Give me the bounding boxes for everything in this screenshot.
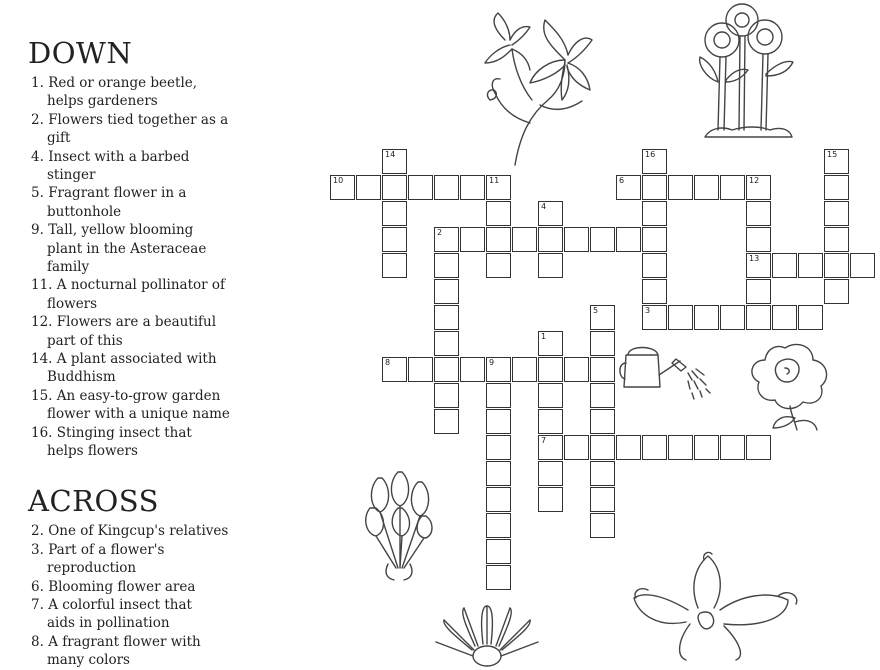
cell-number: 4: [541, 202, 547, 211]
clue-text: An easy-to-grow garden: [56, 387, 221, 404]
grid-cell[interactable]: [538, 253, 563, 278]
clue-number: 1.: [31, 74, 44, 91]
clue-text: One of Kingcup's relatives: [48, 523, 229, 540]
clue-number: 5.: [31, 185, 44, 202]
grid-cell[interactable]: [512, 227, 537, 252]
grid-cell[interactable]: [772, 253, 797, 278]
grid-cell[interactable]: [460, 175, 485, 200]
grid-cell[interactable]: [824, 253, 849, 278]
grid-cell[interactable]: [642, 253, 667, 278]
clue-text-continued: family: [47, 258, 90, 275]
grid-cell[interactable]: [460, 357, 485, 382]
clue-text: A nocturnal pollinator of: [56, 277, 226, 294]
grid-cell[interactable]: [720, 305, 745, 330]
clue-text-continued: helps flowers: [47, 443, 138, 460]
clue-number: 16.: [31, 424, 53, 441]
grid-cell[interactable]: [486, 461, 511, 486]
grid-cell[interactable]: [668, 305, 693, 330]
grid-cell[interactable]: [798, 305, 823, 330]
grid-cell[interactable]: [486, 487, 511, 512]
grid-cell[interactable]: [486, 175, 511, 200]
grid-cell[interactable]: [486, 539, 511, 564]
grid-cell[interactable]: [746, 435, 771, 460]
clue-text: Blooming flower area: [48, 578, 196, 595]
grid-cell[interactable]: [616, 435, 641, 460]
sunflowers-icon: [690, 2, 800, 142]
clue-text-continued: reproduction: [47, 560, 137, 577]
clue-number: 2.: [31, 111, 44, 128]
rose-icon: [735, 338, 835, 433]
grid-cell[interactable]: [382, 253, 407, 278]
grid-cell[interactable]: [382, 357, 407, 382]
grid-cell[interactable]: [408, 357, 433, 382]
grid-cell[interactable]: [642, 175, 667, 200]
grid-cell[interactable]: [460, 227, 485, 252]
daisy-icon: [430, 598, 545, 660]
grid-cell[interactable]: [746, 279, 771, 304]
grid-cell[interactable]: [512, 357, 537, 382]
grid-cell[interactable]: [746, 201, 771, 226]
grid-cell[interactable]: [538, 201, 563, 226]
grid-cell[interactable]: [746, 253, 771, 278]
grid-cell[interactable]: [434, 383, 459, 408]
cell-number: 10: [333, 176, 344, 185]
grid-cell[interactable]: [330, 175, 355, 200]
grid-cell[interactable]: [434, 279, 459, 304]
grid-cell[interactable]: [434, 253, 459, 278]
grid-cell[interactable]: [668, 435, 693, 460]
clue-text-continued: helps gardeners: [47, 93, 158, 110]
clue-text-continued: flowers: [47, 295, 98, 312]
clue-text: Flowers are a beautiful: [56, 314, 217, 331]
clue-number: 3.: [31, 541, 44, 558]
grid-cell[interactable]: [538, 357, 563, 382]
grid-cell[interactable]: [382, 227, 407, 252]
clue-number: 6.: [31, 578, 44, 595]
grid-cell[interactable]: [590, 409, 615, 434]
clue-number: 9.: [31, 222, 44, 239]
grid-cell[interactable]: [720, 175, 745, 200]
clue-text-continued: many colors: [47, 652, 130, 669]
clue-text: Tall, yellow blooming: [48, 222, 194, 239]
grid-cell[interactable]: [798, 253, 823, 278]
grid-cell[interactable]: [356, 175, 381, 200]
grid-cell[interactable]: [590, 461, 615, 486]
grid-cell[interactable]: [564, 435, 589, 460]
grid-cell[interactable]: [538, 487, 563, 512]
grid-cell[interactable]: [486, 253, 511, 278]
cell-number: 12: [749, 176, 760, 185]
grid-cell[interactable]: [772, 305, 797, 330]
grid-cell[interactable]: [382, 175, 407, 200]
grid-cell[interactable]: [538, 409, 563, 434]
grid-cell[interactable]: [382, 149, 407, 174]
grid-cell[interactable]: [486, 383, 511, 408]
cell-number: 6: [619, 176, 625, 185]
grid-cell[interactable]: [538, 383, 563, 408]
across-heading: ACROSS: [28, 484, 159, 519]
grid-cell[interactable]: [382, 201, 407, 226]
grid-cell[interactable]: [486, 435, 511, 460]
clue-text: Red or orange beetle,: [48, 74, 198, 91]
grid-cell[interactable]: [538, 331, 563, 356]
clue-text: A fragrant flower with: [48, 633, 201, 650]
grid-cell[interactable]: [642, 435, 667, 460]
grid-cell[interactable]: [694, 435, 719, 460]
grid-cell[interactable]: [564, 227, 589, 252]
grid-cell[interactable]: [538, 461, 563, 486]
clue-number: 2.: [31, 523, 44, 540]
grid-cell[interactable]: [642, 201, 667, 226]
grid-cell[interactable]: [434, 357, 459, 382]
clue-text-continued: buttonhole: [47, 203, 122, 220]
clue-text: Part of a flower's: [48, 541, 165, 558]
grid-cell[interactable]: [642, 305, 667, 330]
grid-cell[interactable]: [616, 175, 641, 200]
grid-cell[interactable]: [694, 175, 719, 200]
lily-flower-icon: [470, 5, 600, 170]
cell-number: 5: [593, 306, 599, 315]
cell-number: 15: [827, 150, 838, 159]
cell-number: 16: [645, 150, 656, 159]
orchid-icon: [628, 548, 808, 660]
cell-number: 8: [385, 358, 391, 367]
clue-text: Stinging insect that: [56, 424, 192, 441]
clue-text-continued: part of this: [47, 332, 123, 349]
grid-cell[interactable]: [824, 149, 849, 174]
grid-cell[interactable]: [668, 175, 693, 200]
grid-cell[interactable]: [642, 279, 667, 304]
grid-cell[interactable]: [564, 357, 589, 382]
grid-cell[interactable]: [746, 175, 771, 200]
grid-cell[interactable]: [850, 253, 875, 278]
grid-cell[interactable]: [824, 175, 849, 200]
grid-cell[interactable]: [694, 305, 719, 330]
grid-cell[interactable]: [746, 305, 771, 330]
clue-text-continued: plant in the Asteraceae: [47, 240, 207, 257]
grid-cell[interactable]: [590, 357, 615, 382]
tulips-icon: [358, 468, 443, 583]
down-heading: DOWN: [28, 36, 133, 70]
grid-cell[interactable]: [590, 487, 615, 512]
clue-text: A colorful insect that: [48, 596, 192, 613]
grid-cell[interactable]: [434, 227, 459, 252]
grid-cell[interactable]: [642, 149, 667, 174]
grid-cell[interactable]: [486, 227, 511, 252]
grid-cell[interactable]: [538, 227, 563, 252]
clue-text-continued: aids in pollination: [47, 615, 170, 632]
clue-number: 7.: [31, 596, 44, 613]
cell-number: 2: [437, 228, 443, 237]
grid-cell[interactable]: [590, 331, 615, 356]
clue-number: 15.: [31, 387, 53, 404]
grid-cell[interactable]: [616, 227, 641, 252]
clue-text-continued: stinger: [47, 166, 96, 183]
grid-cell[interactable]: [824, 279, 849, 304]
clue-number: 8.: [31, 633, 44, 650]
clue-text: Insect with a barbed: [48, 148, 190, 165]
grid-cell[interactable]: [746, 227, 771, 252]
clue-text: Fragrant flower in a: [48, 185, 187, 202]
grid-cell[interactable]: [538, 435, 563, 460]
grid-cell[interactable]: [590, 305, 615, 330]
clue-number: 4.: [31, 148, 44, 165]
grid-cell[interactable]: [590, 435, 615, 460]
cell-number: 14: [385, 150, 396, 159]
clue-text: Flowers tied together as a: [48, 111, 229, 128]
grid-cell[interactable]: [720, 435, 745, 460]
cell-number: 11: [489, 176, 500, 185]
clue-text-continued: flower with a unique name: [47, 406, 230, 423]
grid-cell[interactable]: [824, 201, 849, 226]
grid-cell[interactable]: [590, 513, 615, 538]
grid-cell[interactable]: [434, 409, 459, 434]
grid-cell[interactable]: [824, 227, 849, 252]
cell-number: 1: [541, 332, 547, 341]
clue-text-continued: Buddhism: [47, 369, 116, 386]
grid-cell[interactable]: [434, 175, 459, 200]
grid-cell[interactable]: [642, 227, 667, 252]
clue-number: 12.: [31, 314, 53, 331]
cell-number: 13: [749, 254, 760, 263]
grid-cell[interactable]: [408, 175, 433, 200]
grid-cell[interactable]: [590, 383, 615, 408]
grid-cell[interactable]: [486, 409, 511, 434]
grid-cell[interactable]: [434, 305, 459, 330]
grid-cell[interactable]: [486, 357, 511, 382]
cell-number: 3: [645, 306, 651, 315]
grid-cell[interactable]: [486, 565, 511, 590]
grid-cell[interactable]: [434, 331, 459, 356]
clue-text: A plant associated with: [56, 350, 217, 367]
clue-number: 11.: [31, 277, 53, 294]
clue-text-continued: gift: [47, 130, 71, 147]
grid-cell[interactable]: [486, 201, 511, 226]
grid-cell[interactable]: [486, 513, 511, 538]
watering-can-icon: [618, 345, 718, 415]
grid-cell[interactable]: [590, 227, 615, 252]
clue-number: 14.: [31, 350, 53, 367]
cell-number: 9: [489, 358, 495, 367]
cell-number: 7: [541, 436, 547, 445]
